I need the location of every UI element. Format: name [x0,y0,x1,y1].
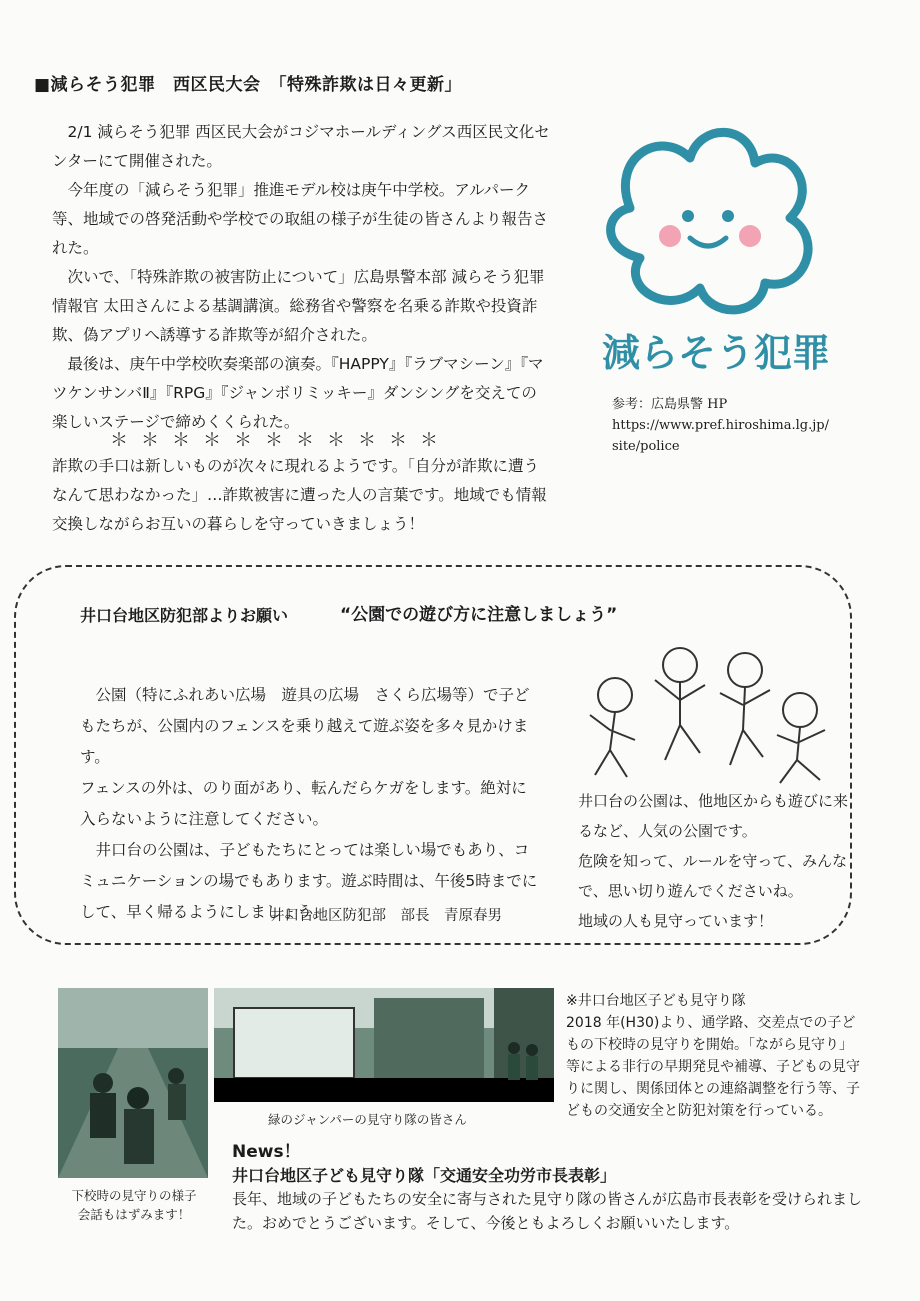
news-label: News！ [232,1142,301,1162]
article-body [52,118,552,437]
photo-children-walking-icon [58,988,208,1178]
reference-label: 参考：広島県警 HP [612,397,728,412]
reference-block [612,394,852,457]
notice-side-line: 井口台の公園は、他地区からも遊びに来るなど、人気の公園です。 [578,792,849,840]
section-heading: ■減らそう犯罪 西区民大会 「特殊詐欺は日々更新」 [34,75,463,95]
article-paragraph: 最後は、庚午中学校吹奏楽部の演奏。『HAPPY』『ラブマシーン』『マツケンサンバⅡ』『RPG』『ジャンボリミッキー』ダンシングを交えての楽しいステージで締めくくられた。 [52,355,544,431]
notice-paragraph: フェンスの外は、のり面があり、転んだらケガをします。絶対に入らないように注意してください。 [80,779,527,828]
notice-signature: 井口台地区防犯部 部長 青原春男 [270,908,502,924]
closing-paragraph: 詐欺の手口は新しいものが次々に現れるようです。「自分が詐欺に遭うなんて思わなかった」…詐欺被害に遭った人の言葉です。地域でも情報交換しながらお互いの暮らしを守っていきましょう！ [52,457,547,533]
notice-quote: “公園での遊び方に注意しましょう” [340,605,618,625]
article-paragraph: 2/1 減らそう犯罪 西区民大会がコジマホールディングス西区民文化センターにて開催された。 [52,123,550,170]
news-body [232,1187,882,1235]
patrol-title: ※井口台地区子ども見守り隊 [566,993,746,1009]
photo-patrol-team [214,988,554,1102]
notice-paragraph: 公園（特にふれあい広場 遊具の広場 さくら広場等）で子どもたちが、公園内のフェンスを乗り越えて遊ぶ姿を多々見かけます。 [80,686,530,766]
children-illustration [585,635,840,785]
notice-side-line: 危険を知って、ルールを守って、みんなで、思い切り遊んでくださいね。 [578,852,848,900]
news-title: 井口台地区子ども見守り隊「交通安全功労市長表彰」 [232,1166,617,1185]
mascot-icon [590,118,830,378]
article-paragraph: 今年度の「減らそう犯罪」推進モデル校は庚午中学校。アルパーク等、地域での啓発活動や学校での取組の様子が生徒の皆さんより報告された。 [52,181,549,257]
mascot-label: 減らそう犯罪 [602,333,830,375]
notice-body [80,680,540,928]
photo-street-icon [214,988,554,1102]
photo-school-route [58,988,208,1178]
children-playing-icon [585,635,840,785]
caption-line: 下校時の見守りの様子 [71,1188,197,1203]
caption-line: 会話もはずみます！ [77,1207,191,1222]
mascot-illustration [590,118,830,378]
notice-paragraph: 井口台の公園は、子どもたちにとっては楽しい場でもあり、コミュニケーションの場でもあります。遊ぶ時間は、午後5時までにして、早く帰るようにしましょう。 [80,841,538,921]
divider-stars: ＊＊＊＊＊＊＊＊＊＊＊ [110,430,451,451]
notice-side-text [578,786,848,936]
news-paragraph: 長年、地域の子どもたちの安全に寄与された見守り隊の皆さんが広島市長表彰を受けられました。おめでとうございます。そして、今後ともよろしくお願いいたします。 [232,1190,863,1232]
photo-caption-patrol: 緑のジャンパーの見守り隊の皆さん [268,1112,467,1127]
article-paragraph: 次いで、「特殊詐欺の被害防止について」広島県警本部 減らそう犯罪情報官 太田さんによる基調講演。総務省や警察を名乗る詐欺や投資詐欺、偽アプリへ誘導する詐欺等が紹介された。 [52,268,545,344]
photo-caption-school-route [54,1186,214,1224]
patrol-description [566,990,866,1122]
reference-url: https://www.pref.hiroshima.lg.jp/ [612,418,829,433]
notice-title: 井口台地区防犯部よりお願い [80,606,289,625]
reference-url-path: site/police [612,439,680,454]
patrol-body: 2018 年(H30)より、通学路、交差点での子どもの下校時の見守りを開始。「ながら見守り」等による非行の早期発見や補導、子どもの見守りに関し、関係団体との連絡調整を行う等、子どもの交通安全と防犯対策を行っている。 [566,1015,860,1119]
notice-side-line: 地域の人も見守っています！ [578,912,774,930]
